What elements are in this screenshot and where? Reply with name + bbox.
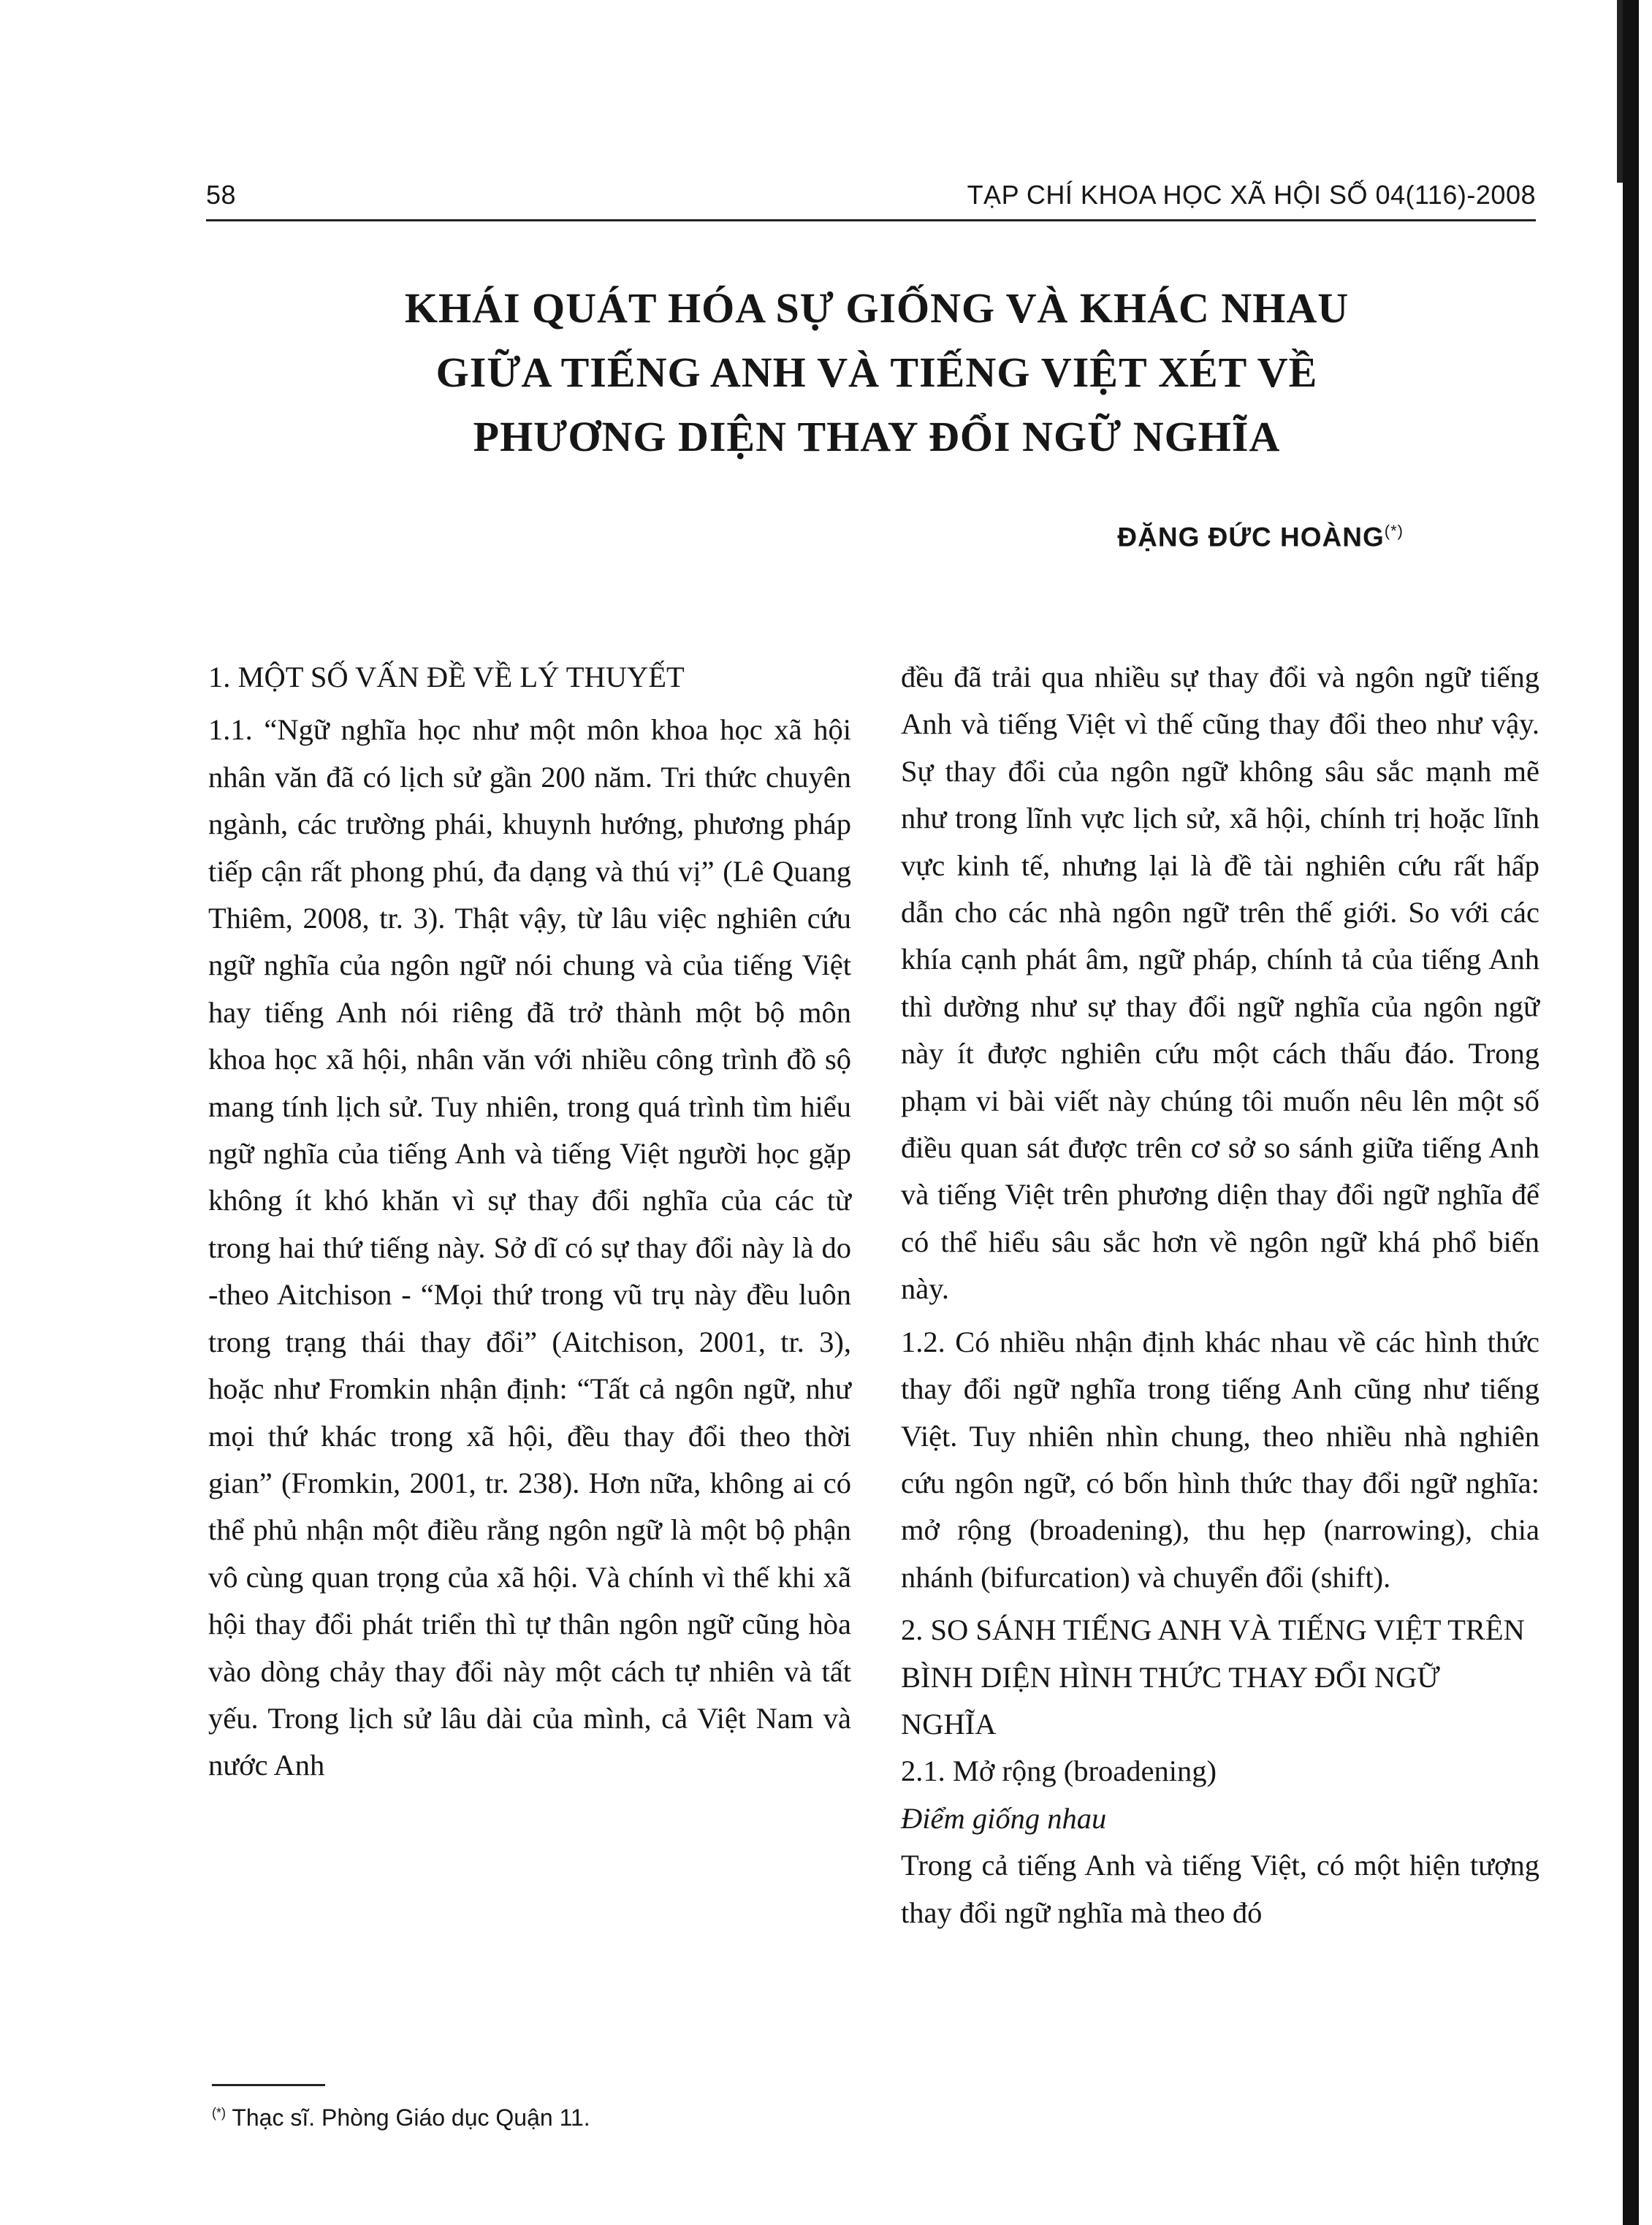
- author-byline: [1117, 522, 1404, 552]
- section-1-heading: 1. MỘT SỐ VẤN ĐỀ VỀ LÝ THUYẾT: [208, 661, 685, 693]
- scan-binding-edge: [1623, 0, 1639, 2225]
- paragraph-continued: đều đã trải qua nhiều sự thay đổi và ngôn ngữ tiếng Anh và tiếng Việt vì thế cũng thay đổi theo như vậy. Sự thay đổi của ngôn ngữ không sâu sắc mạnh mẽ như trong lĩnh vực lịch sử, xã hội, chính trị hoặc lĩnh vực kinh tế, nhưng lại là đề tài nghiên cứu rất hấp dẫn cho các nhà ngôn ngữ trên thế giới. So với các khía cạnh phát âm, ngữ pháp, chính tả của tiếng Anh thì dường như sự thay đổi ngữ nghĩa của ngôn ngữ này ít được nghiên cứu một cách thấu đáo. Trong phạm vi bài viết này chúng tôi muốn nêu lên một số điều quan sát được trên cơ sở so sánh giữa tiếng Anh và tiếng Việt trên phương diện thay đổi ngữ nghĩa để có thể hiểu sâu sắc hơn về ngôn ngữ khá phổ biến này.: [901, 661, 1539, 1306]
- author-name: ĐẶNG ĐỨC HOÀNG: [1117, 522, 1385, 552]
- author-footnote-marker: (*): [1384, 522, 1404, 540]
- paragraph-1-1: 1.1. “Ngữ nghĩa học như một môn khoa học xã hội nhân văn đã có lịch sử gần 200 năm. Tri thức chuyên ngành, các trường phái, khuynh hướng, phương pháp tiếp cận rất phong phú, đa dạng và thú vị” (Lê Quang Thiêm, 2008, tr. 3). Thật vậy, từ lâu việc nghiên cứu ngữ nghĩa của ngôn ngữ nói chung và của tiếng Việt hay tiếng Anh nói riêng đã trở thành một bộ môn khoa học xã hội, nhân văn với nhiều công trình đồ sộ mang tính lịch sử. Tuy nhiên, trong quá trình tìm hiểu ngữ nghĩa của tiếng Anh và tiếng Việt người học gặp không ít khó khăn vì sự thay đổi nghĩa của các từ trong hai thứ tiếng này. Sở dĩ có sự thay đổi này là do -theo Aitchison - “Mọi thứ trong vũ trụ này đều luôn trong trạng thái thay đổi” (Aitchison, 2001, tr. 3), hoặc như Fromkin nhận định: “Tất cả ngôn ngữ, như mọi thứ khác trong xã hội, đều thay đổi theo thời gian” (Fromkin, 2001, tr. 238). Hơn nữa, không ai có thể phủ nhận một điều rằng ngôn ngữ là một bộ phận vô cùng quan trọng của xã hội. Và chính vì thế khi xã hội thay đổi phát triển thì tự thân ngôn ngữ cũng hòa vào dòng chảy thay đổi này một cách tự nhiên và tất yếu. Trong lịch sử lâu dài của mình, cả Việt Nam và nước Anh: [208, 713, 851, 1782]
- article-title: [219, 276, 1534, 469]
- scan-edge-mark: [1617, 0, 1623, 183]
- footnote: [212, 2104, 590, 2131]
- paragraph-1-2: 1.2. Có nhiều nhận định khác nhau về các hình thức thay đổi ngữ nghĩa trong tiếng Anh cũng như tiếng Việt. Tuy nhiên nhìn chung, theo nhiều nhà nghiên cứu ngôn ngữ, có bốn hình thức thay đổi ngữ nghĩa: mở rộng (broadening), thu hẹp (narrowing), chia nhánh (bifurcation) và chuyển đổi (shift).: [901, 1325, 1539, 1594]
- subsection-2-1-heading: 2.1. Mở rộng (broadening): [901, 1754, 1217, 1788]
- title-line-2: GIỮA TIẾNG ANH VÀ TIẾNG VIỆT XÉT VỀ: [435, 349, 1318, 396]
- paragraph-2-1: Trong cả tiếng Anh và tiếng Việt, có một hiện tượng thay đổi ngữ nghĩa mà theo đó: [901, 1849, 1539, 1929]
- journal-title: TẠP CHÍ KHOA HỌC XÃ HỘI SỐ 04(116)-2008: [967, 180, 1536, 210]
- running-header: [206, 180, 1536, 221]
- title-line-1: KHÁI QUÁT HÓA SỰ GIỐNG VÀ KHÁC NHAU: [404, 284, 1350, 332]
- footnote-divider: [212, 2084, 325, 2086]
- footnote-marker: (*): [212, 2105, 226, 2121]
- section-2-heading: 2. SO SÁNH TIẾNG ANH VÀ TIẾNG VIỆT TRÊN BÌNH DIỆN HÌNH THỨC THAY ĐỔI NGỮ NGHĨA: [901, 1613, 1525, 1741]
- left-column: [208, 654, 851, 1789]
- right-column: [901, 654, 1539, 1936]
- page-number: 58: [206, 180, 237, 210]
- similarity-label: Điểm giống nhau: [901, 1801, 1107, 1835]
- title-line-3: PHƯƠNG DIỆN THAY ĐỔI NGỮ NGHĨA: [473, 413, 1281, 460]
- footnote-text: Thạc sĩ. Phòng Giáo dục Quận 11.: [232, 2104, 590, 2131]
